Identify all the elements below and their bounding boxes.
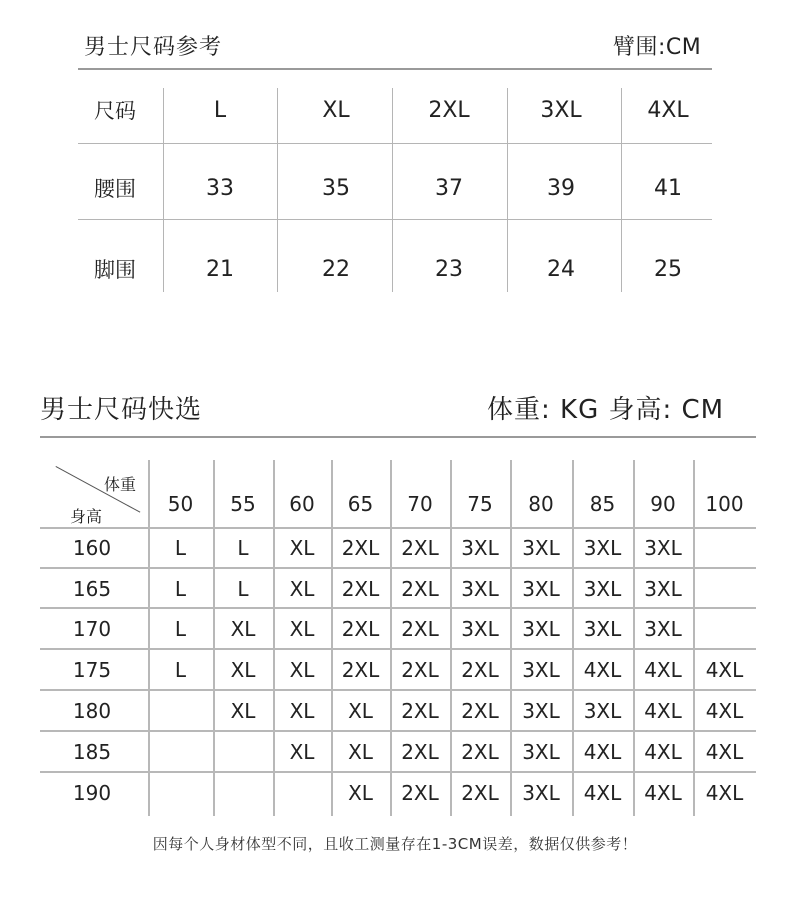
- size-cell: 3XL: [522, 617, 560, 641]
- table-column-line: [392, 88, 393, 292]
- size-cell: 2XL: [341, 658, 380, 682]
- size-cell: [213, 778, 273, 808]
- size-cell: 3XL: [522, 781, 560, 805]
- size-cell: 3XL: [461, 536, 499, 560]
- height-row-label: 175: [72, 658, 112, 682]
- size-cell: 2XL: [401, 699, 439, 723]
- size-cell: XL: [230, 699, 256, 723]
- quick-size-divider: [40, 436, 756, 438]
- size-reference-divider: [78, 68, 712, 70]
- size-cell: 2XL: [401, 536, 439, 560]
- measurement-cell: 35: [322, 176, 350, 201]
- measurement-cell: 25: [654, 257, 682, 282]
- weight-header-cell: 100: [705, 492, 744, 516]
- size-reference-title: 男士尺码参考: [84, 35, 223, 60]
- size-cell: XL: [289, 536, 315, 560]
- size-cell: 3XL: [461, 577, 499, 601]
- measurement-cell: 41: [654, 176, 682, 201]
- size-cell: L: [237, 536, 249, 560]
- size-cell: XL: [289, 699, 315, 723]
- weight-header-cell: 65: [347, 492, 374, 516]
- size-cell: L: [174, 577, 187, 601]
- height-row-label: 185: [72, 740, 112, 764]
- quick-size-title: 男士尺码快选: [40, 395, 203, 425]
- height-row-label: 180: [72, 699, 112, 723]
- size-cell: 4XL: [583, 658, 622, 682]
- size-cell: XL: [230, 617, 256, 641]
- size-header-cell: L: [213, 98, 227, 123]
- size-cell: 3XL: [583, 699, 622, 723]
- size-reference-unit: 臂围:CM: [613, 35, 702, 60]
- size-cell: 2XL: [341, 536, 380, 560]
- table-column-line: [163, 88, 164, 292]
- size-cell: 3XL: [583, 536, 622, 560]
- quick-size-units: 体重: KG 身高: CM: [487, 395, 725, 425]
- size-cell: 2XL: [401, 740, 439, 764]
- weight-header-cell: 90: [650, 492, 676, 516]
- size-header-label: 尺码: [94, 99, 136, 123]
- weight-header-cell: 50: [167, 492, 194, 516]
- weight-header-cell: 55: [230, 492, 256, 516]
- size-cell: 4XL: [705, 658, 744, 682]
- size-cell: 3XL: [644, 617, 682, 641]
- measurement-cell: 22: [322, 257, 350, 282]
- size-cell: 2XL: [401, 781, 439, 805]
- size-cell: XL: [348, 740, 373, 764]
- weight-header-cell: 60: [289, 492, 315, 516]
- measurement-cell: 39: [547, 176, 575, 201]
- size-cell: 2XL: [461, 699, 499, 723]
- size-cell: [693, 614, 756, 644]
- size-cell: XL: [289, 740, 315, 764]
- size-cell: 4XL: [644, 658, 682, 682]
- size-cell: L: [237, 577, 249, 601]
- size-cell: [148, 778, 213, 808]
- size-cell: 2XL: [401, 577, 439, 601]
- table-column-line: [277, 88, 278, 292]
- size-header-cell: 4XL: [647, 98, 689, 123]
- size-cell: 2XL: [341, 617, 380, 641]
- size-header-cell: XL: [322, 98, 350, 123]
- size-cell: 2XL: [341, 577, 380, 601]
- height-row-label: 170: [72, 617, 112, 641]
- size-cell: [693, 533, 756, 563]
- size-cell: [273, 778, 331, 808]
- size-cell: [148, 737, 213, 767]
- size-cell: 3XL: [522, 740, 560, 764]
- weight-header-cell: 85: [589, 492, 616, 516]
- size-cell: 4XL: [644, 781, 682, 805]
- weight-header-cell: 75: [467, 492, 493, 516]
- size-cell: 2XL: [461, 740, 499, 764]
- table-row-line: [78, 143, 712, 144]
- weight-header-cell: 70: [407, 492, 433, 516]
- size-cell: 4XL: [583, 740, 622, 764]
- corner-height-label: 身高: [70, 507, 103, 526]
- hem-row-label: 脚围: [94, 258, 136, 282]
- size-header-cell: 3XL: [540, 98, 582, 123]
- size-header-cell: 2XL: [428, 98, 470, 123]
- size-cell: XL: [289, 617, 315, 641]
- measurement-cell: 23: [435, 257, 463, 282]
- size-cell: L: [174, 617, 187, 641]
- footnote: 因每个人身材体型不同，且收工测量存在1-3CM误差，数据仅供参考！: [152, 835, 638, 853]
- size-cell: 3XL: [644, 536, 682, 560]
- size-cell: 4XL: [705, 781, 744, 805]
- size-cell: 2XL: [401, 658, 439, 682]
- size-cell: XL: [289, 577, 315, 601]
- size-cell: [148, 696, 213, 726]
- size-cell: 3XL: [522, 658, 560, 682]
- size-cell: XL: [289, 658, 315, 682]
- size-cell: 2XL: [461, 781, 499, 805]
- size-cell: XL: [230, 658, 256, 682]
- waist-row-label: 腰围: [94, 177, 136, 201]
- weight-header-cell: 80: [528, 492, 554, 516]
- size-cell: 3XL: [583, 577, 622, 601]
- size-cell: 2XL: [461, 658, 499, 682]
- size-cell: [693, 574, 756, 604]
- size-cell: 3XL: [522, 699, 560, 723]
- height-row-label: 190: [72, 781, 112, 805]
- size-cell: 4XL: [705, 699, 744, 723]
- size-cell: XL: [348, 781, 373, 805]
- size-cell: 3XL: [522, 577, 560, 601]
- size-cell: 4XL: [705, 740, 744, 764]
- size-cell: 3XL: [461, 617, 499, 641]
- size-cell: 3XL: [583, 617, 622, 641]
- size-cell: 4XL: [644, 699, 682, 723]
- measurement-cell: 33: [206, 176, 234, 201]
- size-cell: 4XL: [644, 740, 682, 764]
- size-cell: 3XL: [644, 577, 682, 601]
- size-cell: [213, 737, 273, 767]
- table-row-line: [78, 219, 712, 220]
- table-column-line: [507, 88, 508, 292]
- size-cell: 2XL: [401, 617, 439, 641]
- size-cell: L: [174, 536, 187, 560]
- size-cell: XL: [348, 699, 373, 723]
- measurement-cell: 21: [206, 257, 234, 282]
- height-row-label: 165: [72, 577, 112, 601]
- height-row-label: 160: [72, 536, 112, 560]
- measurement-cell: 37: [435, 176, 463, 201]
- size-cell: 4XL: [583, 781, 622, 805]
- size-cell: L: [174, 658, 187, 682]
- measurement-cell: 24: [547, 257, 575, 282]
- size-cell: 3XL: [522, 536, 560, 560]
- corner-weight-label: 体重: [104, 475, 137, 494]
